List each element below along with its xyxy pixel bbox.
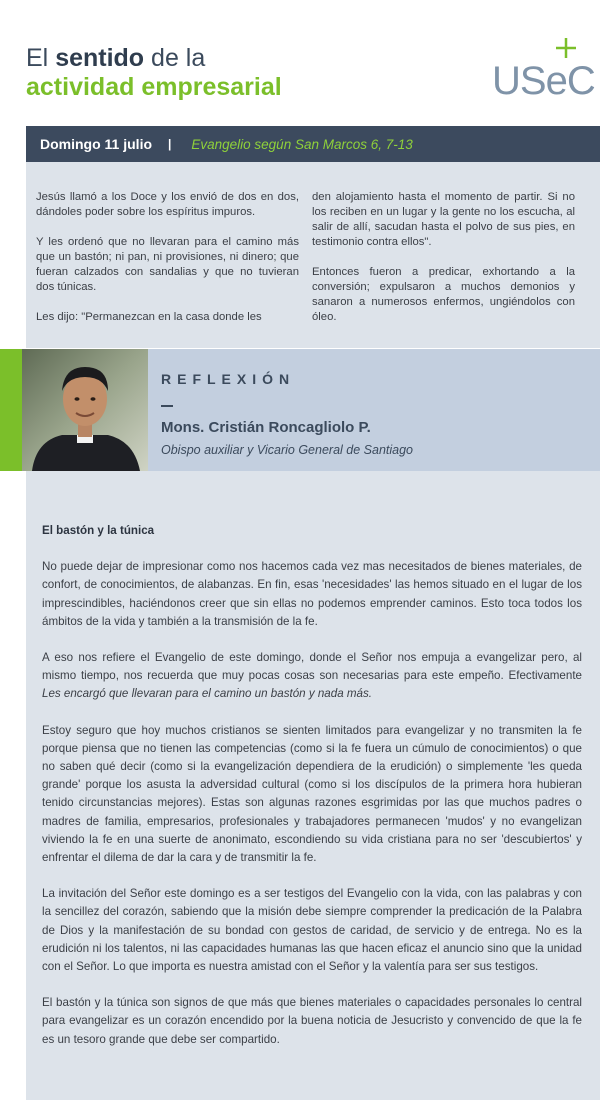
date-bar: [26, 126, 600, 162]
page-title: [26, 44, 282, 102]
title-line-2: actividad empresarial: [26, 73, 282, 101]
author-portrait-icon: [22, 349, 148, 471]
gospel-column-right: [312, 190, 575, 340]
author-photo: [22, 349, 148, 471]
reflection-text: [42, 522, 582, 1067]
reflexion-banner: [148, 349, 600, 471]
article-paragraph: No puede dejar de impresionar como nos hacemos cada vez mas necesitados de bienes materiales, de confort, de conocimientos, de alabanzas. En fin, esas 'necesidades' las hemos situado en el lugar de los imprescindibles, haciéndonos creer que sin ellas no podemos emprender caminos. Esto toca todos los ámbitos de la vida y también a la transmisión de la fe.: [42, 560, 582, 628]
title-part-2: de la: [144, 44, 206, 72]
title-part-1: El: [26, 44, 56, 72]
article-quote: Les encargó que llevaran para el camino un bastón y nada más.: [42, 687, 372, 701]
author-name: Mons. Cristián Roncagliolo P.: [161, 419, 371, 436]
usec-logo: [490, 36, 595, 103]
title-line-1: [26, 44, 282, 72]
date-separator: |: [168, 137, 172, 151]
article-paragraph: El bastón y la túnica son signos de que más que bienes materiales o capacidades personales lo central para evangelizar es un corazón encendido por la buena noticia de Jesucristo y convencido de que la fe es un tesoro grande que debe ser compartido.: [42, 996, 582, 1046]
article-paragraph: Estoy seguro que hoy muchos cristianos se sienten limitados para evangelizar y no transmiten la fe porque piensa que no tienen las competencias (como si la fe fuera un cúmulo de conocimientos) o que no saben qué decir (como si la evangelización dependiera de la erudición) o simplemente 'les queda grande' porque los asusta la adversidad cultural (como si los discípulos de la primera hora hubieran tenido circunstancias mejores). Estas son algunas razones esgrimidas por las que muchos padres o madres de familia, empresarios, profesionales y trabajadores permanecen 'mudos' y no evangelizan viviendo la fe en una suerte de anonimato, escondiendo su vida cristiana para no ser 'descubiertos' y enfrentar el dilema de dar la cara y de transmitir la fe.: [42, 723, 582, 865]
reflexion-dash: [161, 405, 173, 407]
gospel-reference: Evangelio según San Marcos 6, 7-13: [191, 136, 413, 152]
author-role: Obispo auxiliar y Vicario General de Santiago: [161, 443, 413, 457]
article-paragraph-text: A eso nos refiere el Evangelio de este domingo, donde el Señor nos empuja a evangelizar pero, al mismo tiempo, nos recuerda que muy pocas cosas son necesarias para este empeño. Efectivamente: [42, 651, 582, 683]
article-paragraph: La invitación del Señor este domingo es a ser testigos del Evangelio con la vida, con las palabras y con la sencillez del corazón, sabiendo que la misión debe siempre comprender la predicación de la Palabra de Dios y la manifestación de su bondad con gestos de caridad, de servicio y de entrega. No es la erudición ni los talentos, ni las capacidades humanas las que hacen eficaz el anuncio sino que la unidad con el Señor. Lo que importa es nuestra amistad con el Señor y la valentía para ser sus testigos.: [42, 887, 582, 974]
reflection-body-panel: [26, 471, 600, 1100]
green-accent-strip: [0, 349, 22, 471]
gospel-paragraph: Y les ordenó que no llevaran para el camino más que un bastón; ni pan, ni provisiones, ni dinero; que fueran calzados con sandalias y que no tuvieran dos túnicas.: [36, 236, 299, 293]
gospel-panel: [26, 162, 600, 348]
logo-text: USeC: [492, 59, 595, 103]
gospel-paragraph: Les dijo: "Permanezcan en la casa donde les: [36, 311, 262, 323]
gospel-paragraph: Entonces fueron a predicar, exhortando a la conversión; expulsaron a muchos demonios y sanaron a numerosos enfermos, ungiéndolos con óleo.: [312, 266, 575, 323]
article-paragraph: [42, 649, 582, 704]
gospel-paragraph: Jesús llamó a los Doce y los envió de dos en dos, dándoles poder sobre los espíritus impuros.: [36, 191, 299, 218]
reflexion-label: REFLEXIÓN: [161, 371, 296, 387]
gospel-paragraph: den alojamiento hasta el momento de partir. Si no los reciben en un lugar y la gente no los escucha, al salir de allí, sacudan hasta el polvo de sus pies, en testimonio contra ellos".: [312, 191, 575, 248]
date-label: Domingo 11 julio: [40, 136, 153, 152]
gospel-column-left: [36, 190, 299, 340]
title-bold: sentido: [55, 44, 145, 72]
article-heading: El bastón y la túnica: [42, 524, 155, 537]
usec-logo-icon: [490, 36, 595, 103]
